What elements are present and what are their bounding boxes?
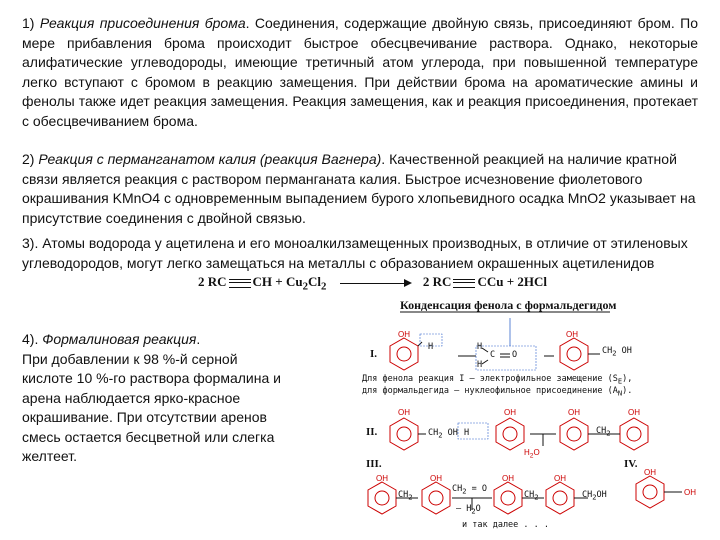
stage3-oh-4: OH — [554, 474, 566, 483]
eq-sub-2: 2 — [320, 280, 327, 293]
p1-title: Реакция присоединения брома — [39, 15, 246, 31]
formaldehyde-h-top: H — [477, 342, 483, 352]
p4-title: Формалиновая реакция — [42, 331, 197, 347]
stage2-product-ch2: $CH_2$ — [596, 426, 611, 438]
stage2-product-oh-2: OH — [628, 408, 640, 417]
reaction-arrow-icon — [340, 283, 410, 284]
p1-text: . Соединения, содержащие двойную связь, присоединяют бром. По мере прибавления брома происходит быстрое обесцвечивание раствора. Однако, некоторые алифатические углеводороды, имеющие третичный атом углерода, при повышенной температуре легко вступают с бромом в реакцию замещения. При действии брома на ароматические амины и фенолы также идет реакция замещения. Реакция замещения, как и реакция присоединения, протекает с обесцвечиванием брома. — [22, 15, 698, 129]
paragraph-acetylene — [22, 234, 698, 273]
stage-4-label: IV. — [624, 458, 638, 470]
stage1-h-label: H — [428, 342, 434, 352]
eq-sub-1: 2 — [302, 280, 308, 293]
eq-reactant-cl: Cl — [307, 274, 321, 289]
stage1-oh-label: OH — [398, 330, 410, 339]
stage2-product-oh-1: OH — [568, 408, 580, 417]
water-h: H — [524, 448, 530, 457]
stage3-ring-2 — [422, 482, 450, 514]
stage3-ring-3 — [494, 482, 522, 514]
note1-sub: E — [617, 376, 623, 386]
stage2-oh-2: OH — [504, 408, 516, 417]
triple-bond-icon — [229, 279, 251, 288]
stage3-ch2-1-text: CH — [398, 490, 409, 500]
paragraph-formalin — [22, 330, 292, 467]
note2-sub: N — [617, 388, 623, 398]
stage3-ch2o: $CH_2 = O$ — [452, 484, 487, 496]
stage3-ring-4 — [546, 482, 574, 514]
p2-text: . Качественной реакцией на наличие кратной связи является реакция с раствором перманганата калия. Быстрое исчезновение фиолетового окрашивания KMnO4 с одновременным выпадением бурого хлопьевидного осадка MnO2 указывает на присутствие соединения с двойной связью. — [22, 151, 696, 226]
formaldehyde-h-bottom: H — [477, 360, 483, 370]
formaldehyde-o: O — [512, 350, 518, 360]
stage4-oh-2: OH — [684, 488, 696, 497]
p1-number: 1) — [22, 15, 35, 31]
p4-text: При добавлении к 98 %-й серной кислоте 10 %-го раствора формалина и арена наблюдается ярко-красное окрашивание. При отсутствии аренов смесь остается бесцветной или слегка желтеет. — [22, 350, 281, 464]
p2-title: Реакция с перманганатом калия (реакция Вагнера) — [38, 151, 382, 167]
note2-text: для формальдегида – нуклеофильное присоединение (A — [362, 386, 618, 396]
eq-reactant-ch-cu: CH + Cu — [252, 274, 303, 289]
scheme-note-1 — [362, 374, 632, 386]
stage3-ch2oh-text: CH — [582, 490, 593, 500]
stage2-product-ring-1 — [560, 418, 588, 450]
stage1-product-ring — [560, 338, 588, 370]
stage2-water: $H_2O$ — [524, 448, 540, 460]
stage2-ring-1 — [390, 418, 418, 450]
stage3-minus-water: – $H_2O$ — [456, 504, 481, 516]
stage2-h: H — [464, 428, 470, 438]
stage3-ch2o-text: CH — [452, 484, 463, 494]
and-so-on: и так далее . . . — [462, 520, 549, 530]
note2-end: ). — [622, 386, 633, 396]
stage1-phenol-ring — [390, 338, 418, 370]
stage2-product-ch2-text: CH — [596, 426, 607, 436]
note1-end: ), — [622, 374, 633, 384]
stage3-oh-1: OH — [376, 474, 388, 483]
stage-1-label: I. — [370, 348, 378, 360]
stage1-product-oh: OH — [566, 330, 578, 339]
triple-bond-icon — [453, 279, 475, 288]
paragraph-permanganate — [22, 150, 698, 228]
stage3-oh-3: OH — [502, 474, 514, 483]
stage1-ch2oh: $CH_2$ OH — [602, 346, 632, 358]
scheme-title: Конденсация фенола с формальдегидом — [400, 298, 617, 312]
minus-water-o: O — [475, 504, 481, 514]
p4-number: 4). — [22, 331, 39, 347]
acetylide-equation — [198, 274, 547, 293]
stage3-ring-1 — [368, 482, 396, 514]
water-o: O — [533, 448, 540, 457]
eq-product-ccu: CCu + 2HCl — [477, 274, 547, 289]
scheme-note-2 — [362, 386, 632, 398]
eq-product-rc: 2 RC — [422, 274, 452, 289]
stage-3-label: III. — [366, 458, 382, 470]
ch2oh-ch: CH — [602, 346, 613, 356]
eq-reactant-rc: 2 RC — [198, 274, 227, 289]
stage3-ch2-2-text: CH — [524, 490, 535, 500]
stage2-oh-1: OH — [398, 408, 410, 417]
stage2-product-ring-2 — [620, 418, 648, 450]
paragraph-bromine — [22, 14, 698, 131]
stage2-ch2: $CH_2$ OH — [428, 428, 458, 440]
p3-text: 3). Атомы водорода у ацетилена и его моноалкилзамещенных производных, в отличие от этиленовых углеводородов, могут легко замещаться на металлы с образованием окрашенных ацетиленидов — [22, 235, 688, 271]
stage-2-label: II. — [366, 426, 378, 438]
stage2-ch2-text: CH — [428, 428, 439, 438]
p2-number: 2) — [22, 151, 35, 167]
stage4-oh-1: OH — [644, 468, 656, 477]
stage3-oh-2: OH — [430, 474, 442, 483]
minus-water-h: – H — [456, 504, 472, 514]
stage4-ring — [636, 476, 664, 508]
p4-dot: . — [196, 331, 201, 347]
stage2-ring-2 — [496, 418, 524, 450]
stage3-ch2-1: $CH_2$ — [398, 490, 413, 502]
formaldehyde-c: C — [490, 350, 496, 360]
stage3-ch2oh: $CH_2OH$ — [582, 490, 607, 502]
note1-text: Для фенола реакция I – электрофильное замещение (S — [362, 374, 618, 384]
stage3-ch2-2: $CH_2$ — [524, 490, 539, 502]
